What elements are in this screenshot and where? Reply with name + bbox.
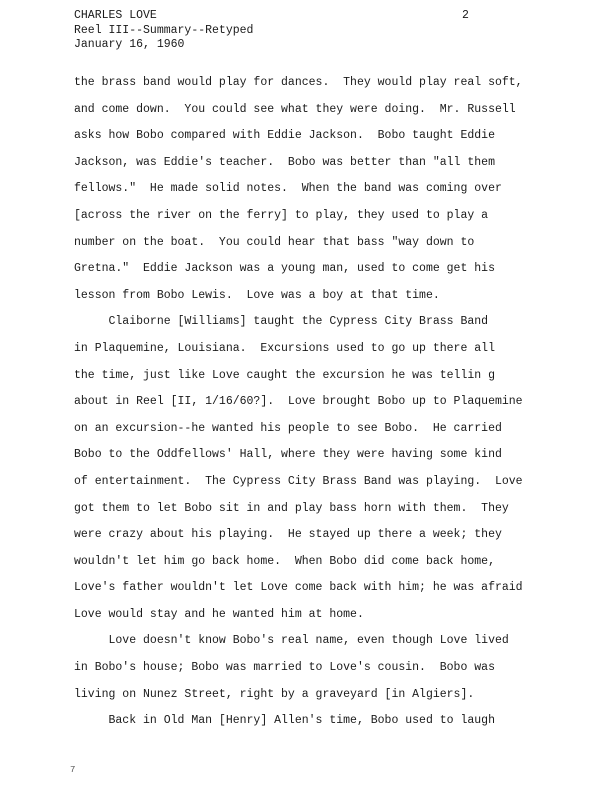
transcript-body	[74, 76, 534, 741]
text-line: about in Reel [II, 1/16/60?]. Love brought Bobo up to Plaquemine	[74, 395, 523, 409]
text-line: asks how Bobo compared with Eddie Jackson. Bobo taught Eddie	[74, 129, 495, 143]
text-line: the time, just like Love caught the excursion he was tellin g	[74, 368, 495, 382]
text-line: lesson from Bobo Lewis. Love was a boy at that time.	[74, 288, 440, 302]
text-line: living on Nunez Street, right by a graveyard [in Algiers].	[74, 687, 475, 701]
text-line: the brass band would play for dances. They would play real soft,	[74, 76, 523, 89]
text-line: of entertainment. The Cypress City Brass Band was playing. Love	[74, 474, 523, 488]
text-line: on an excursion--he wanted his people to see Bobo. He carried	[74, 421, 502, 435]
page-header	[74, 9, 253, 53]
interviewee-name: CHARLES LOVE	[74, 9, 157, 22]
text-line: were crazy about his playing. He stayed up there a week; they	[74, 528, 502, 542]
paragraph	[74, 76, 534, 315]
page-number: 2	[462, 9, 469, 22]
paragraph	[74, 714, 534, 741]
text-line: in Bobo's house; Bobo was married to Love's cousin. Bobo was	[74, 661, 495, 675]
interview-date: January 16, 1960	[74, 38, 185, 51]
text-line: wouldn't let him go back home. When Bobo did come back home,	[74, 554, 495, 568]
paragraph	[74, 315, 534, 634]
text-line: Bobo to the Oddfellows' Hall, where they were having some kind	[74, 448, 502, 462]
text-line: Gretna." Eddie Jackson was a young man, used to come get his	[74, 262, 495, 276]
text-line: in Plaquemine, Louisiana. Excursions used to go up there all	[74, 341, 495, 355]
text-line: got them to let Bobo sit in and play bass horn with them. They	[74, 501, 509, 515]
text-line: Love's father wouldn't let Love come back with him; he was afraid	[74, 581, 523, 595]
text-line: [across the river on the ferry] to play, they used to play a	[74, 208, 489, 222]
reel-info: Reel III--Summary--Retyped	[74, 23, 254, 37]
footer-mark: 7	[70, 765, 76, 775]
text-line: Love would stay and he wanted him at home.	[74, 607, 364, 621]
paragraph	[74, 634, 534, 714]
text-line: Jackson, was Eddie's teacher. Bobo was better than "all them	[74, 155, 495, 169]
text-line: and come down. You could see what they were doing. Mr. Russell	[74, 102, 516, 116]
text-line: Claiborne [Williams] taught the Cypress City Brass Band	[74, 315, 489, 329]
text-line: fellows." He made solid notes. When the band was coming over	[74, 182, 502, 196]
text-line: number on the boat. You could hear that bass "way down to	[74, 235, 475, 249]
text-line: Back in Old Man [Henry] Allen's time, Bobo used to laugh	[74, 714, 495, 728]
text-line: Love doesn't know Bobo's real name, even though Love lived	[74, 634, 509, 648]
